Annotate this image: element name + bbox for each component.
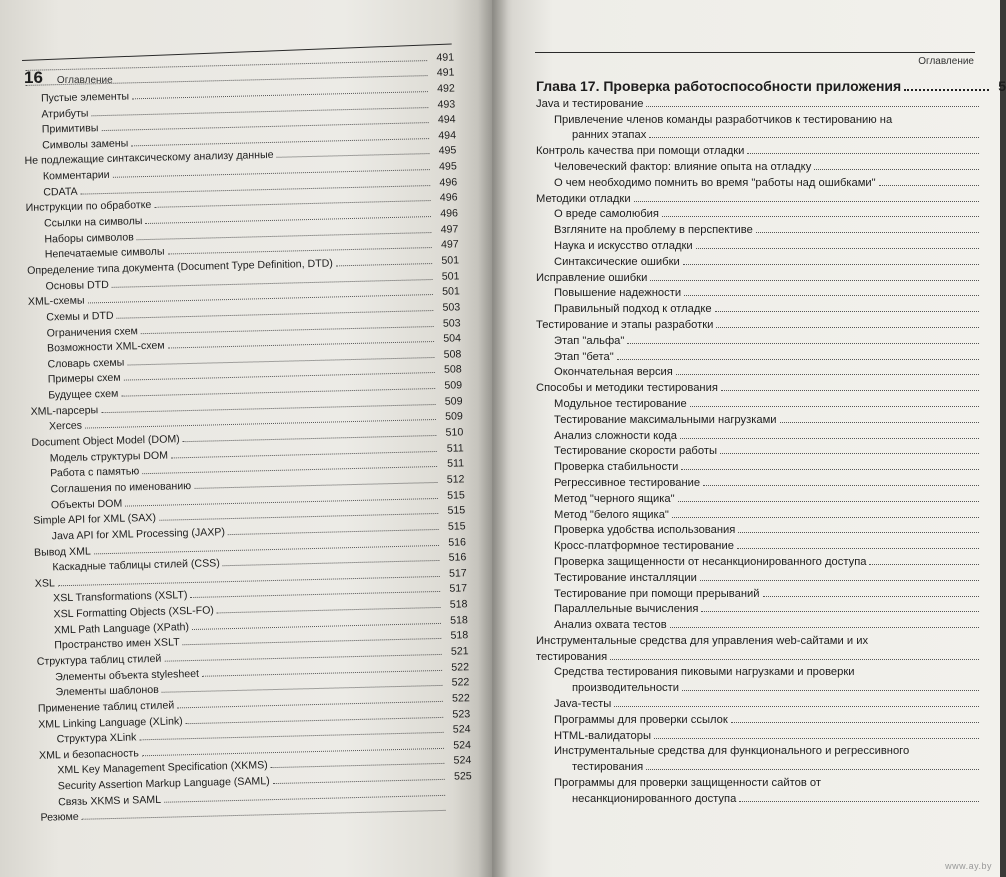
toc-entry-title: Исправление ошибки — [536, 271, 648, 284]
toc-entry-title: XSL Formatting Objects (XSL-FO) — [53, 604, 215, 621]
toc-entry-title: XML Path Language (XPath) — [53, 620, 190, 637]
toc-entry — [536, 126, 1006, 142]
toc-entry-page: 518 — [450, 613, 469, 627]
dot-leader — [747, 152, 979, 154]
toc-entry-title: Примеры схем — [47, 372, 121, 386]
toc-entry-page: 515 — [446, 488, 465, 502]
dot-leader — [763, 595, 979, 597]
dot-leader — [703, 484, 979, 486]
dot-leader — [701, 610, 979, 612]
toc-entry-title: Этап "бета" — [554, 350, 614, 363]
toc-entry-title: Не подлежащие синтаксическому анализу данные — [24, 149, 274, 168]
toc-entry-title: Java API for XML Processing (JAXP) — [51, 526, 226, 543]
toc-entry-page: 509 — [444, 395, 463, 408]
toc-entry-page: 509 — [444, 379, 463, 392]
toc-entry — [536, 220, 1006, 236]
toc-entry — [536, 600, 1006, 616]
toc-entry-title: Проверка удобства использования — [554, 524, 736, 537]
toc-entry-title: Контроль качества при помощи отладки — [536, 145, 745, 158]
dot-leader — [739, 800, 979, 802]
running-title: Оглавление — [56, 75, 113, 86]
toc-entry-page: 512 — [446, 473, 465, 486]
toc-entry-page: 518 — [450, 629, 469, 643]
toc-entry-title: Тестирование при помощи прерываний — [554, 587, 760, 600]
toc-entry-title: Основы DTD — [45, 278, 109, 293]
dot-leader — [700, 579, 979, 581]
toc-entry-page: 493 — [437, 97, 456, 111]
dot-leader — [617, 358, 979, 360]
toc-entry — [536, 173, 1006, 189]
toc-entry — [536, 678, 1006, 694]
toc-entry-page: 503 — [442, 301, 461, 314]
toc-entry — [536, 299, 1006, 315]
toc-entry-title: Структура таблиц стилей — [36, 652, 162, 668]
toc-entry-title: Способы и методики тестирования — [536, 382, 718, 395]
toc-entry-title: XSL Transformations (XSLT) — [53, 589, 188, 605]
toc-entry-title: Проверка стабильности — [554, 461, 679, 474]
toc-entry — [536, 94, 1006, 110]
toc-entry-title: Методики отладки — [536, 192, 631, 205]
toc-entry — [536, 489, 1006, 505]
toc-entry-page: 496 — [439, 191, 458, 205]
toc-entry — [536, 252, 1006, 268]
toc-entry-title: Наборы символов — [44, 231, 134, 246]
dot-leader — [646, 105, 979, 107]
toc-entry-title: Тестирование скорости работы — [554, 445, 717, 458]
toc-entry-title: Элементы объекта stylesheet — [54, 667, 200, 683]
toc-entry — [536, 331, 1006, 347]
header-rule-right — [535, 52, 975, 53]
toc-entry-title: Security Assertion Markup Language (SAML) — [57, 775, 270, 793]
dot-leader — [879, 184, 979, 186]
dot-leader — [682, 689, 979, 691]
dot-leader — [676, 373, 979, 375]
toc-entry-title: Тестирование инсталляции — [554, 571, 697, 584]
running-title-right: Оглавление — [918, 56, 974, 67]
toc-entry-title: Символы замены — [41, 137, 129, 152]
dot-leader — [614, 705, 979, 707]
toc-entry — [536, 726, 1006, 742]
toc-entry — [536, 521, 1006, 537]
toc-entry-title: Проверка защищенности от несанкционированного доступа — [554, 555, 867, 568]
toc-entry-title: Примитивы — [41, 122, 99, 136]
toc-entry-title: Вывод XML — [33, 544, 91, 559]
toc-entry — [536, 315, 1006, 331]
book-gutter — [478, 0, 508, 877]
toc-entry-title: Наука и искусство отладки — [554, 239, 693, 252]
toc-entry-title: Непечатаемые символы — [44, 245, 165, 261]
toc-entry-title: Xerces — [48, 420, 83, 433]
toc-entry-title: Соглашения по именованию — [50, 479, 192, 496]
toc-entry-title: Взгляните на проблему в перспективе — [554, 224, 753, 237]
dot-leader — [670, 626, 979, 628]
dot-leader — [904, 88, 989, 91]
toc-entry-title: Модель структуры DOM — [49, 449, 169, 465]
toc-entry-page: 517 — [449, 582, 468, 596]
toc-entry-title: Комментарии — [42, 169, 110, 183]
toc-entry-title: О вреде самолюбия — [554, 208, 659, 221]
toc-entry-title: Программы для проверки ссылок — [554, 713, 728, 726]
dot-leader — [82, 809, 446, 820]
toc-entry — [536, 110, 1006, 126]
dot-leader — [731, 721, 979, 723]
toc-entry-title: XML Linking Language (XLink) — [38, 714, 183, 731]
toc-entry — [536, 457, 1006, 473]
toc-entry — [536, 378, 1006, 394]
toc-entry — [536, 394, 1006, 410]
toc-entry-title: Document Object Model (DOM) — [31, 433, 180, 449]
dot-leader — [738, 531, 979, 533]
toc-entry — [536, 205, 1006, 221]
toc-entry-title: Элементы шаблонов — [55, 684, 159, 699]
toc-entry-page: 508 — [443, 363, 462, 377]
toc-entry-title: Связь XKMS и SAML — [58, 793, 162, 809]
toc-entry-page: 501 — [442, 285, 460, 299]
dot-leader — [672, 516, 979, 518]
toc-entry-title: Java-тесты — [554, 698, 612, 711]
toc-entry-title: Возможности XML-схем — [46, 339, 165, 355]
dot-leader — [650, 279, 979, 281]
toc-entry-title: Кросс-платформное тестирование — [554, 540, 734, 553]
toc-entry-title: CDATA — [43, 185, 78, 199]
toc-entry-title: Объекты DOM — [50, 497, 123, 512]
toc-entry-page: 510 — [445, 426, 464, 439]
toc-entry — [536, 584, 1006, 600]
dot-leader — [814, 168, 979, 170]
toc-entry-title: Пространство имен XSLT — [54, 636, 180, 652]
toc-entry-page: 491 — [436, 66, 455, 80]
toc-entry — [536, 363, 1006, 379]
toc-entry-page: 494 — [438, 129, 457, 142]
toc-entry-title: Этап "альфа" — [554, 334, 625, 347]
toc-entry-title: Инструментальные средства для функционального и регрессивного — [554, 745, 910, 758]
toc-entry — [536, 694, 1006, 710]
toc-entry — [536, 236, 1006, 252]
toc-list-right — [536, 72, 1006, 805]
dot-leader — [737, 547, 979, 549]
toc-entry-page: 495 — [438, 144, 457, 158]
toc-entry-page: 496 — [439, 176, 458, 189]
toc-entry — [536, 773, 1006, 789]
toc-entry-page: 524 — [452, 723, 471, 736]
toc-entry — [536, 568, 1006, 584]
toc-entry-title: Схемы и DTD — [46, 309, 114, 324]
toc-entry-page: 522 — [451, 692, 470, 705]
toc-entry-title: Работа с памятью — [50, 465, 140, 480]
toc-entry-page: 491 — [436, 51, 455, 64]
toc-entry-page: 516 — [448, 535, 467, 549]
toc-entry-title: Будущее схем — [48, 387, 119, 402]
toc-entry-title: Пустые элементы — [40, 90, 130, 105]
toc-entry-title: Регрессивное тестирование — [554, 476, 701, 489]
dot-leader — [684, 294, 979, 296]
toc-entry-title: Глава 17. Проверка работоспособности приложения — [536, 78, 902, 94]
toc-entry — [536, 757, 1006, 773]
toc-entry-page: 515 — [447, 520, 466, 533]
toc-entry-title: О чем необходимо помнить во время "работы над ошибками" — [554, 176, 876, 189]
toc-entry-title: ранних этапах — [572, 129, 647, 142]
dot-leader — [634, 200, 979, 202]
toc-entry-page: 524 — [453, 754, 472, 768]
dot-leader — [780, 421, 979, 423]
toc-entry-title: Параллельные вычисления — [554, 603, 699, 616]
dot-leader — [610, 658, 979, 660]
toc-entry-title: Правильный подход к отладке — [554, 303, 712, 316]
toc-entry-title: XSL — [34, 577, 56, 590]
toc-entry — [536, 189, 1006, 205]
dot-leader — [681, 468, 979, 470]
toc-entry — [536, 284, 1006, 300]
toc-entry-page: 495 — [438, 160, 457, 173]
toc-entry-title: Структура XLink — [56, 731, 137, 746]
toc-entry-title: Инструкции по обработке — [25, 199, 152, 215]
toc-entry-page: 525 — [453, 770, 472, 783]
toc-entry — [536, 268, 1006, 284]
toc-entry-page: 5 — [998, 78, 1006, 94]
page-number: 16 — [24, 68, 43, 87]
dot-leader — [869, 563, 979, 565]
toc-entry — [536, 615, 1006, 631]
toc-entry — [536, 426, 1006, 442]
toc-entry-page: 515 — [447, 504, 466, 517]
toc-entry — [536, 347, 1006, 363]
toc-entry-title: Окончательная версия — [554, 366, 673, 379]
toc-entry-title: Simple API for XML (SAX) — [33, 512, 157, 528]
left-page — [0, 0, 492, 877]
toc-entry — [536, 631, 1006, 647]
toc-entry-title: Применение таблиц стилей — [37, 699, 175, 715]
chapter-heading — [536, 72, 1006, 94]
toc-entry-page: 518 — [449, 598, 468, 611]
dot-leader — [678, 500, 979, 502]
toc-entry-page: 521 — [450, 645, 469, 658]
toc-entry-title: Ограничения схем — [46, 324, 139, 340]
toc-entry-title: Анализ охвата тестов — [554, 619, 667, 632]
toc-entry-page: 517 — [448, 567, 467, 580]
dot-leader — [649, 136, 979, 138]
toc-entry-title: тестирования — [572, 761, 644, 774]
dot-leader — [756, 231, 979, 233]
toc-entry-title: Повышение надежности — [554, 287, 682, 300]
dot-leader — [336, 262, 432, 266]
toc-entry-page: 504 — [443, 332, 462, 345]
toc-entry — [536, 552, 1006, 568]
toc-entry-page: 511 — [447, 457, 465, 471]
toc-entry — [536, 442, 1006, 458]
dot-leader — [716, 326, 979, 328]
toc-entry-title: несанкционированного доступа — [572, 792, 737, 805]
toc-entry — [536, 536, 1006, 552]
toc-entry-title: Привлечение членов команды разработчиков к тестированию на — [554, 113, 893, 126]
dot-leader — [662, 215, 979, 217]
toc-entry — [536, 742, 1006, 758]
toc-entry-page: 523 — [452, 707, 471, 721]
dot-leader — [720, 452, 979, 454]
dot-leader — [680, 437, 979, 439]
toc-entry — [536, 473, 1006, 489]
toc-entry-page: 492 — [437, 82, 456, 95]
toc-entry-page: 511 — [446, 441, 464, 455]
toc-entry-title: тестирования — [536, 650, 608, 663]
toc-entry — [536, 157, 1006, 173]
toc-entry — [536, 647, 1006, 663]
dot-leader — [654, 737, 979, 739]
toc-entry-title: Человеческий фактор: влияние опыта на отладку — [554, 160, 812, 173]
toc-entry-title: Каскадные таблицы стилей (CSS) — [52, 557, 220, 574]
toc-entry-title: Определение типа документа (Document Type Definition, DTD) — [27, 257, 333, 277]
toc-entry-title: Ссылки на символы — [43, 215, 143, 230]
dot-leader — [696, 247, 979, 249]
toc-entry-title: XML Key Management Specification (XKMS) — [57, 759, 268, 777]
dot-leader — [646, 768, 979, 770]
toc-entry-title: Атрибуты — [41, 106, 89, 121]
toc-entry-page: 497 — [440, 238, 459, 252]
toc-entry-title: Тестирование максимальными нагрузками — [554, 413, 777, 426]
dot-leader — [627, 342, 979, 344]
dot-leader — [721, 389, 979, 391]
toc-entry-page: 522 — [451, 660, 470, 674]
toc-entry-title: Анализ сложности кода — [554, 429, 677, 442]
toc-entry — [536, 789, 1006, 805]
toc-entry-title: Инструментальные средства для управления web-сайтами и их — [536, 634, 869, 647]
toc-entry — [536, 663, 1006, 679]
toc-entry-page: 508 — [443, 348, 462, 361]
toc-entry-title: Тестирование и этапы разработки — [536, 318, 714, 331]
toc-entry-title: Синтаксические ошибки — [554, 255, 680, 268]
toc-entry-page — [449, 814, 473, 815]
dot-leader — [690, 405, 979, 407]
toc-entry-page: 494 — [437, 113, 456, 127]
toc-entry-title: XML и безопасность — [38, 747, 139, 762]
toc-entry-page: 516 — [448, 551, 467, 564]
toc-entry-title: производительности — [572, 682, 680, 695]
toc-entry — [536, 410, 1006, 426]
toc-entry-page: 501 — [441, 269, 460, 283]
toc-entry-title: Программы для проверки защищенности сайтов от — [554, 777, 821, 790]
toc-entry-title: HTML-валидаторы — [554, 729, 651, 742]
toc-entry-title: Java и тестирование — [536, 97, 644, 110]
watermark: www.ay.by — [945, 861, 992, 871]
toc-entry-page: 524 — [453, 739, 472, 752]
toc-entry-page: 496 — [440, 207, 459, 220]
dot-leader — [683, 263, 979, 265]
toc-entry — [536, 710, 1006, 726]
toc-entry — [536, 505, 1006, 521]
toc-entry-title: Метод "черного ящика" — [554, 492, 675, 505]
toc-entry-title: Словарь схемы — [47, 356, 125, 371]
toc-entry-page: 497 — [440, 223, 459, 236]
toc-entry-title: Модульное тестирование — [554, 397, 687, 410]
dot-leader — [715, 310, 979, 312]
toc-entry-title: Метод "белого ящика" — [554, 508, 669, 521]
toc-entry-title: XML-схемы — [27, 294, 85, 309]
toc-entry-title: XML-парсеры — [30, 403, 99, 418]
toc-entry-title: Средства тестирования пиковыми нагрузками и проверки — [554, 666, 855, 679]
toc-list-left — [22, 47, 473, 824]
toc-entry-page: 509 — [445, 410, 464, 424]
toc-entry-page: 503 — [442, 316, 461, 330]
toc-entry-page: 522 — [451, 676, 470, 689]
toc-entry — [536, 141, 1006, 157]
toc-entry-title: Резюме — [40, 811, 79, 825]
toc-entry-page: 501 — [441, 254, 460, 267]
